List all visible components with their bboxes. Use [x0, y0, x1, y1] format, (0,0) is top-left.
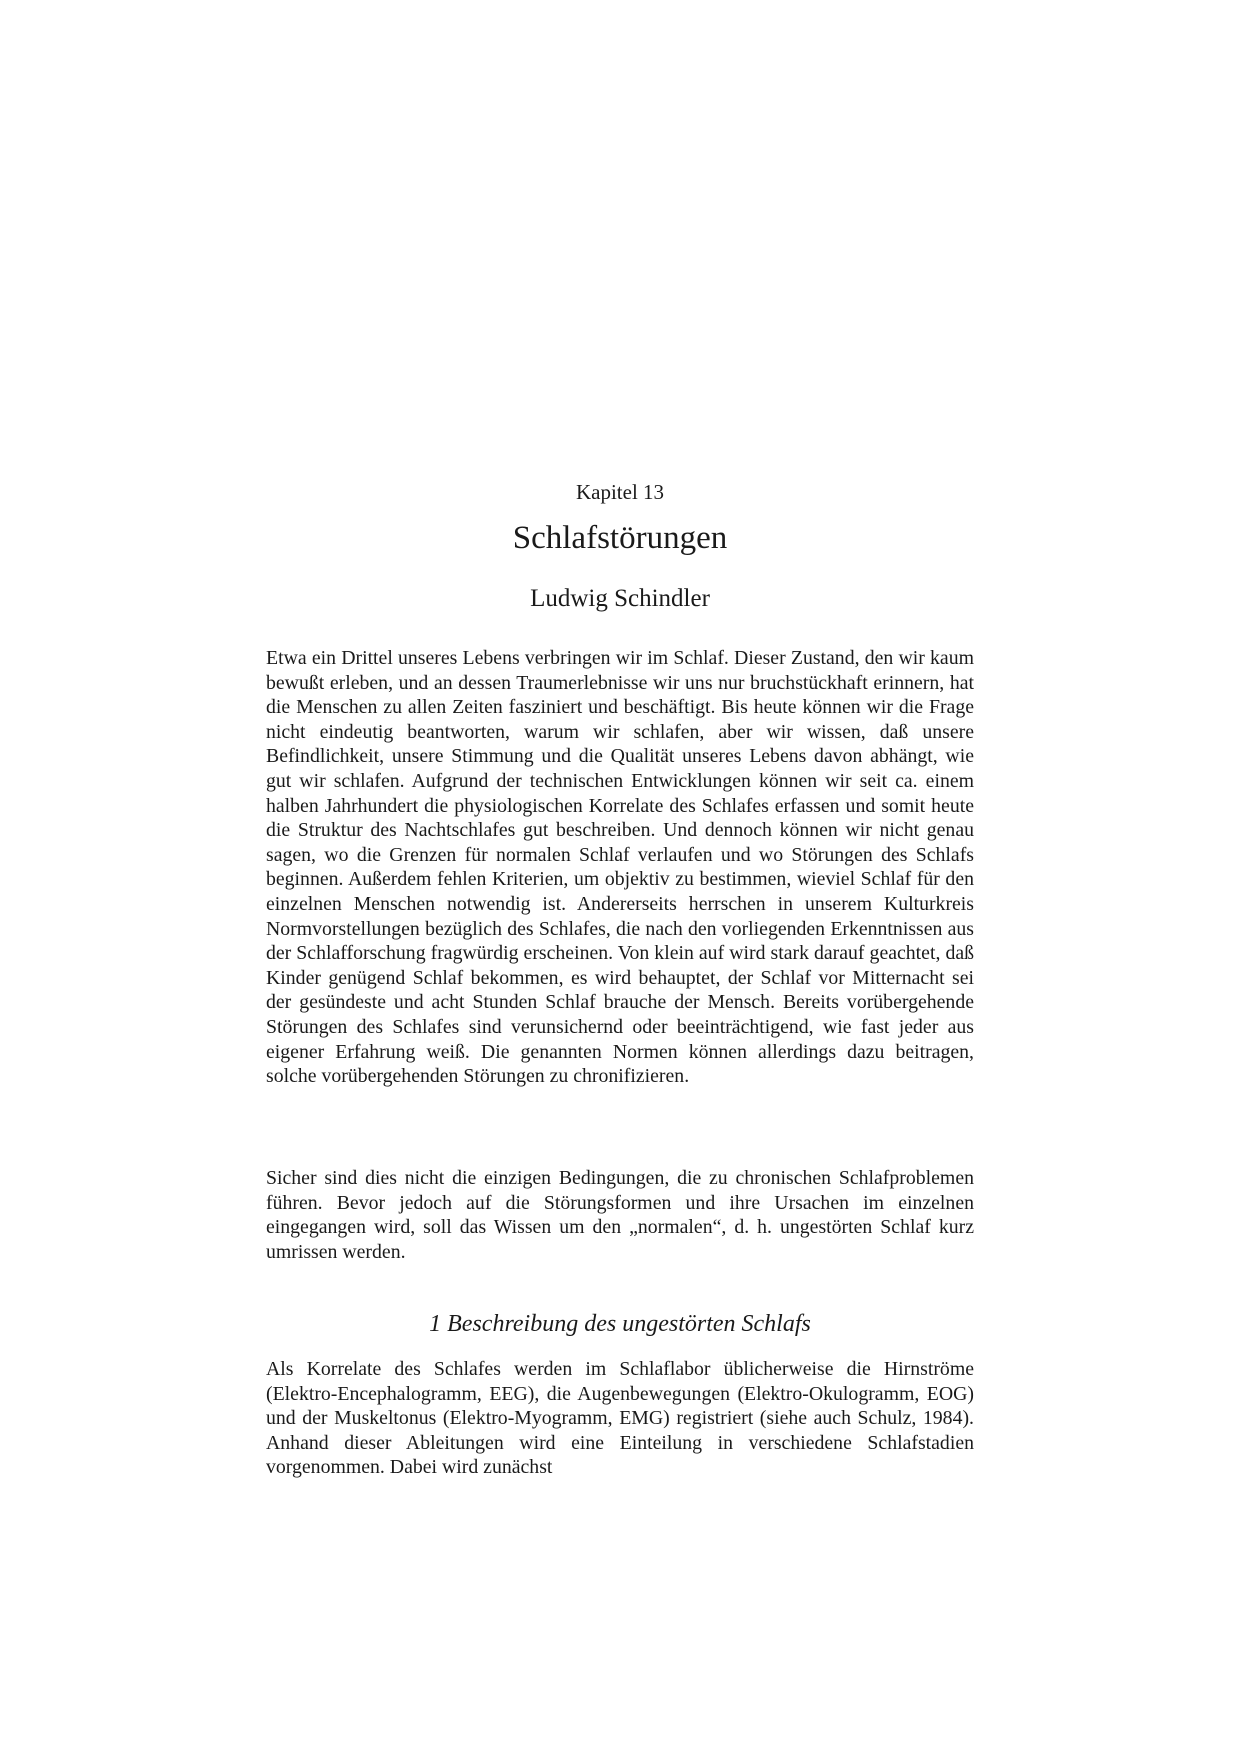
intro-paragraph-2 — [266, 1166, 974, 1264]
intro-paragraph-1 — [266, 646, 974, 1089]
section-heading: 1 Beschreibung des ungestörten Schlafs — [429, 1311, 811, 1337]
paragraph-text: Als Korrelate des Schlafes werden im Schlaflabor üblicherweise die Hirnströme (Elektro-Encephalogramm, EEG), die Augenbewegungen (Elektro-Okulogramm, EOG) und der Muskeltonus (Elektro-Myogramm, EMG) registriert (siehe auch Schulz, 1984). Anhand dieser Ableitungen wird eine Einteilung in verschiedene Schlafstadien vorgenommen. Dabei wird zunächst — [266, 1358, 974, 1479]
chapter-number: Kapitel 13 — [575, 480, 665, 504]
chapter-title: Schlafstörungen — [512, 520, 728, 556]
chapter-author: Ludwig Schindler — [530, 585, 710, 612]
paragraph-text: Sicher sind dies nicht die einzigen Bedingungen, die zu chronischen Schlafproblemen führen. Bevor jedoch auf die Störungsformen und ihre Ursachen im einzelnen eingegangen wird, soll das Wissen um den „normalen“, d. h. ungestörten Schlaf kurz umrissen werden. — [266, 1167, 974, 1263]
paragraph-text: Etwa ein Drittel unseres Lebens verbringen wir im Schlaf. Dieser Zustand, den wir kaum bewußt erleben, und an dessen Traumerlebnisse wir uns nur bruchstückhaft erinnern, hat die Menschen zu allen Zeiten fasziniert und beschäftigt. Bis heute können wir die Frage nicht eindeutig beantworten, warum wir schlafen, aber wir wissen, daß unsere Befindlichkeit, unsere Stimmung und die Qualität unseres Lebens davon abhängt, wie gut wir schlafen. Aufgrund der technischen Entwicklungen können wir seit ca. einem halben Jahrhundert die physiologischen Korrelate des Schlafes erfassen und somit heute die Struktur des Nachtschlafes gut beschreiben. Und dennoch können wir nicht genau sagen, wo die Grenzen für normalen Schlaf verlaufen und wo Störungen des Schlafs beginnen. Außerdem fehlen Kriterien, um objektiv zu bestimmen, wieviel Schlaf für den einzelnen Menschen notwendig ist. Andererseits herrschen in unserem Kulturkreis Normvorstellungen bezüglich des Schlafes, die nach den vorliegenden Erkenntnissen aus der Schlafforschung fragwürdig erscheinen. Von klein auf wird stark darauf geachtet, daß Kinder genügend Schlaf bekommen, es wird behauptet, der Schlaf vor Mitternacht sei der gesündeste und acht Stunden Schlaf brauche der Mensch. Bereits vorübergehende Störungen des Schlafes sind verunsichernd oder beeinträchtigend, wie fast jeder aus eigener Erfahrung weiß. Die genannten Normen können allerdings dazu beitragen, solche vorübergehenden Störungen zu chronifizieren. — [266, 647, 974, 1088]
section-paragraph-1 — [266, 1357, 974, 1480]
